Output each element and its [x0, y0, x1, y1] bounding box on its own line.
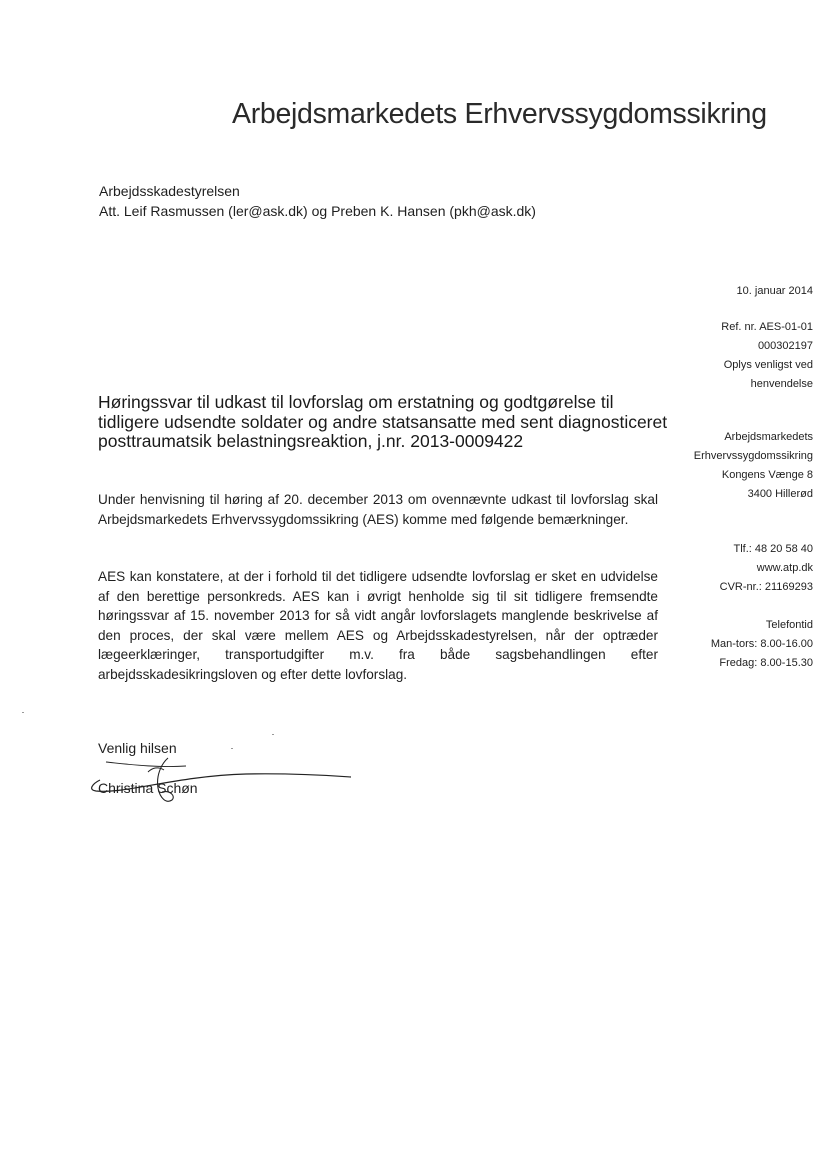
letter-date: 10. januar 2014 — [736, 285, 813, 297]
reference-note-line1: Oplys venligst ved — [723, 359, 813, 371]
body-paragraph-2: AES kan konstatere, at der i forhold til det tidligere udsendte lovforslag er sket en udvidelse af den berettige personkreds. AES kan i øvrigt henholde sig til sit tidligere fremsendte høringssvar af 15. november 2013 for så vidt angår lovforslagets manglende beskrivelse af den proces, der skal være mellem AES og Arbejdsskadestyrelsen, når der optræder lægeerklæringer, transportudgifter m.v. fra både sagsbehandlingen efter arbejdsskadesikringsloven og efter dette lovforslag. — [98, 569, 658, 682]
sender-city: 3400 Hillerød — [747, 488, 813, 500]
scan-speck — [22, 712, 24, 713]
body-paragraph-1: Under henvisning til høring af 20. december 2013 om ovennævnte udkast til lovforslag skal Arbejdsmarkedets Erhvervssygdomssikring (AES) komme med følgende bemærkninger. — [98, 492, 658, 527]
closing-salutation: Venlig hilsen — [98, 740, 177, 756]
sender-website: www.atp.dk — [756, 562, 813, 574]
sender-phone: Tlf.: 48 20 58 40 — [733, 543, 813, 555]
recipient-name: Arbejdsskadestyrelsen — [99, 183, 240, 199]
recipient-attention: Att. Leif Rasmussen (ler@ask.dk) og Preben K. Hansen (pkh@ask.dk) — [99, 203, 536, 219]
phone-hours-title: Telefontid — [765, 619, 813, 631]
reference-number: 000302197 — [757, 340, 813, 352]
reference-label: Ref. nr. AES-01-01 — [721, 321, 813, 333]
phone-hours-weekdays: Man-tors: 8.00-16.00 — [710, 638, 813, 650]
reference-note-line2: henvendelse — [750, 378, 813, 390]
sender-name-line2: Erhvervssygdomssikring — [693, 450, 813, 462]
sender-cvr: CVR-nr.: 21169293 — [719, 581, 813, 593]
scan-speck — [231, 748, 233, 749]
signer-name: Christina Schøn — [98, 780, 198, 796]
recipient-block — [99, 181, 536, 221]
phone-hours-friday: Fredag: 8.00-15.30 — [719, 657, 813, 669]
sender-name-line1: Arbejdsmarkedets — [724, 431, 813, 443]
letter-subject: Høringssvar til udkast til lovforslag om erstatning og godtgørelse til tidligere udsendte soldater og andre statsansatte med sent diagnosticeret posttraumatsik belastningsreaktion, j.nr. 2013-0009422 — [98, 392, 668, 451]
sender-street: Kongens Vænge 8 — [721, 469, 813, 481]
handwritten-signature — [86, 754, 361, 814]
organization-title: Arbejdsmarkedets Erhvervssygdomssikring — [232, 98, 767, 130]
scan-speck — [272, 734, 274, 735]
